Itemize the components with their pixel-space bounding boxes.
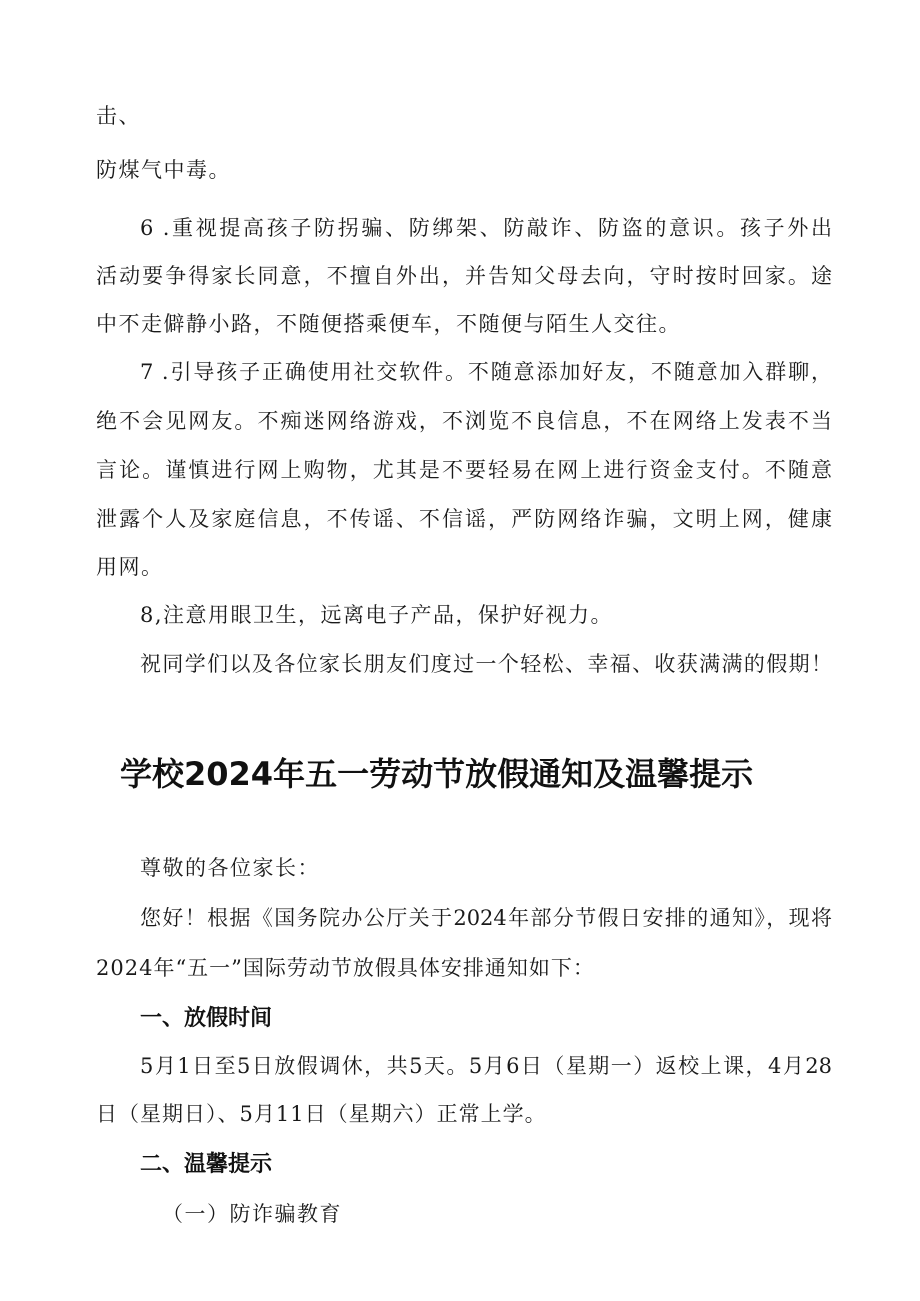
section-1-line: 5月1日至5日放假调休，共5天。5月6日（星期一）返校上课，4月28 bbox=[140, 1054, 832, 1078]
intro-line: 2024年“五一”国际劳动节放假具体安排通知如下： bbox=[96, 956, 595, 980]
paragraph-8: 8,注意用眼卫生，远离电子产品，保护好视力。 bbox=[140, 603, 614, 627]
paragraph-6-line: 活动要争得家长同意，不擅自外出，并告知父母去向，守时按时回家。途 bbox=[96, 264, 832, 288]
intro-line: 您好！根据《国务院办公厅关于2024年部分节假日安排的通知》，现将 bbox=[140, 906, 832, 930]
paragraph-7-line: 言论。谨慎进行网上购物，尤其是不要轻易在网上进行资金支付。不随意 bbox=[96, 458, 832, 482]
section-1-line: 日（星期日）、5月11日（星期六）正常上学。 bbox=[96, 1102, 547, 1126]
paragraph-6-line: 中不走僻静小路，不随便搭乘便车，不随便与陌生人交往。 bbox=[96, 312, 681, 336]
paragraph-7-line: 7 .引导孩子正确使用社交软件。不随意添加好友，不随意加入群聊， bbox=[140, 360, 832, 384]
section-heading: 二、温馨提示 bbox=[140, 1152, 273, 1177]
paragraph-7-line: 绝不会见网友。不痴迷网络游戏，不浏览不良信息，不在网络上发表不当 bbox=[96, 409, 832, 433]
paragraph-7-line: 用网。 bbox=[96, 555, 164, 579]
text-line: 击、 bbox=[96, 104, 141, 128]
subsection-heading: （一）防诈骗教育 bbox=[162, 1202, 342, 1226]
paragraph-7-line: 泄露个人及家庭信息，不传谣、不信谣，严防网络诈骗，文明上网，健康 bbox=[96, 507, 832, 531]
paragraph-6-line: 6 .重视提高孩子防拐骗、防绑架、防敲诈、防盗的意识。孩子外出 bbox=[140, 216, 832, 240]
notice-title: 学校2024年五一劳动节放假通知及温馨提示 bbox=[120, 755, 754, 793]
section-heading: 一、放假时间 bbox=[140, 1006, 273, 1031]
text-line: 防煤气中毒。 bbox=[96, 158, 231, 182]
greeting: 尊敬的各位家长： bbox=[140, 856, 320, 880]
closing-wish: 祝同学们以及各位家长朋友们度过一个轻松、幸福、收获满满的假期！ bbox=[140, 652, 832, 676]
